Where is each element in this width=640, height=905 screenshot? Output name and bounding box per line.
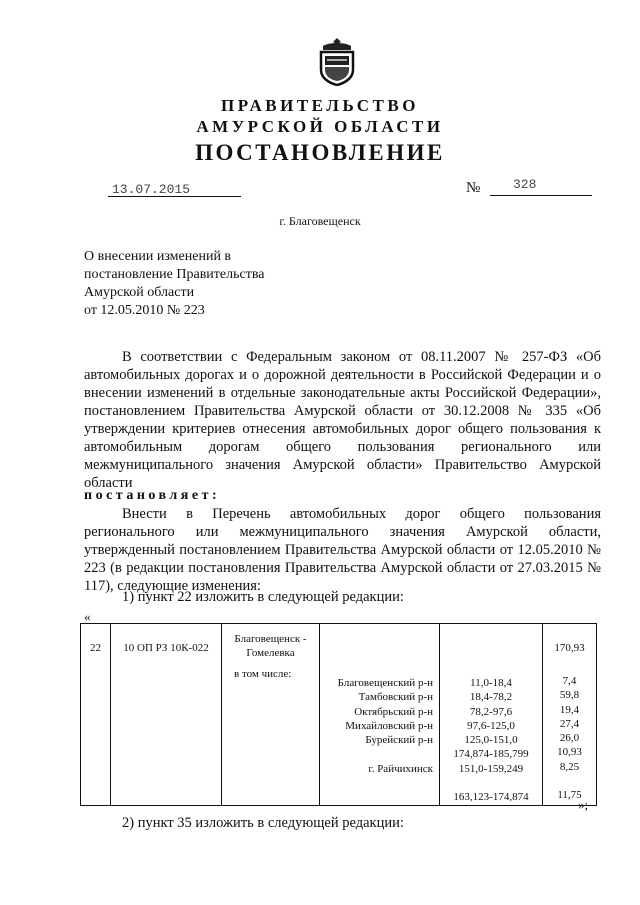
item-2: 2) пункт 35 изложить в следующей редакции: (122, 815, 404, 831)
coat-of-arms-icon (315, 36, 359, 86)
document-date: 13.07.2015 (112, 182, 191, 197)
resolves-label: постановляет: (84, 488, 221, 503)
quote-open: « (84, 609, 91, 624)
subject-line: постановление Правительства (84, 267, 265, 282)
subject-line: О внесении изменений в (84, 249, 232, 264)
table-cell-districts: Благовещенский р-н Тамбовский р-н Октябрьский р-н Михайловский р-н Бурейский р-н г. Райчихинск (320, 624, 440, 806)
preamble-paragraph: В соответствии с Федеральным законом от 08.11.2007 № 257-ФЗ «Об автомобильных дорогах и о дорожной деятельности в Российской Федерации и о внесении изменений в отдельные законодательные акты Российской Федерации», постановлением Правительства Амурской области от 30.12.2008 № 335 «Об утверждении критериев отнесения автомобильных дорог общего пользования к автомобильным дорогам общего пользования регионального или межмуниципального значения Амурской области» Правительство Амурской области (84, 349, 601, 491)
table-cell-length: 170,93 7,4 59,8 19,4 27,4 26,0 10,93 8,25 11,75 (543, 624, 597, 806)
document-title: ПОСТАНОВЛЕНИЕ (195, 140, 445, 165)
number-sign: № (466, 180, 481, 196)
table-cell-name: Благовещенск - Гомелевка в том числе: (222, 624, 320, 806)
quote-close: »; (578, 797, 589, 812)
table-cell-code: 10 ОП РЗ 10К-022 (111, 624, 222, 806)
subject-line: Амурской области (84, 285, 195, 300)
subject-line: от 12.05.2010 № 223 (84, 303, 205, 318)
number-underline (490, 195, 592, 196)
table-cell-km: 11,0-18,4 18,4-78,2 78,2-97,6 97,6-125,0 125,0-151,0 174,874-185,799 151,0-159,249 163,123-174,874 (440, 624, 543, 806)
road-table (80, 623, 597, 806)
city: г. Благовещенск (279, 214, 361, 228)
document-number: 328 (513, 177, 537, 192)
amendment-paragraph: Внести в Перечень автомобильных дорог общего пользования регионального или межмуниципального значения Амурской области, утвержденный постановлением Правительства Амурской области от 12.05.2010 № 223 (в редакции постановления Правительства Амурской области от 27.03.2015 № 117), следующие изменения: (84, 506, 601, 594)
header-government: ПРАВИТЕЛЬСТВО (221, 96, 419, 115)
header-region: АМУРСКОЙ ОБЛАСТИ (196, 117, 444, 136)
subject-block (84, 248, 264, 320)
table-cell-num: 22 (81, 624, 111, 806)
item-1: 1) пункт 22 изложить в следующей редакции: (122, 589, 404, 605)
date-underline (108, 196, 241, 197)
